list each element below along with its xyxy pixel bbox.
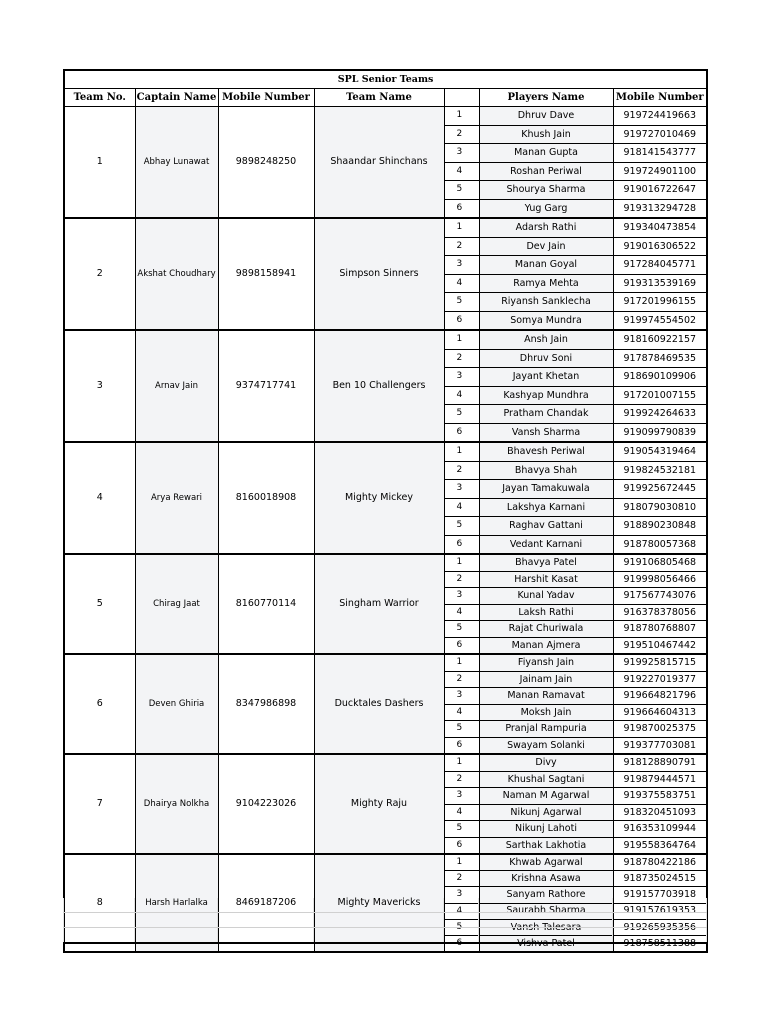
team-name: Shaandar Shinchans [314,107,444,219]
player-name: Nikunj Lahoti [479,821,613,838]
player-name: Vishva Patel [479,935,613,952]
player-mobile: 918128890791 [613,754,707,771]
player-index: 6 [444,423,479,442]
player-name: Lakshya Karnani [479,498,613,517]
player-mobile: 919998056466 [613,571,707,588]
captain-name: Abhay Lunawat [135,107,218,219]
player-index: 2 [444,461,479,480]
captain-mobile: 9898248250 [218,107,314,219]
player-mobile: 918690109906 [613,368,707,387]
player-mobile: 918320451093 [613,804,707,821]
player-name: Khushal Sagtani [479,771,613,788]
player-name: Manan Ramavat [479,688,613,705]
header-team-no: Team No. [64,89,135,107]
player-index: 6 [444,535,479,554]
team-name: Singham Warrior [314,554,444,654]
player-name: Bhavya Shah [479,461,613,480]
player-name: Pratham Chandak [479,405,613,424]
player-mobile: 918079030810 [613,498,707,517]
player-mobile: 918758511388 [613,935,707,952]
player-index: 4 [444,804,479,821]
player-name: Bhavya Patel [479,554,613,571]
player-mobile: 919099790839 [613,423,707,442]
player-name: Bhavesh Periwal [479,442,613,461]
player-mobile: 919924264633 [613,405,707,424]
spl-senior-teams-table [63,69,708,953]
player-index: 1 [444,654,479,671]
player-name: Moksh Jain [479,704,613,721]
table-row [64,654,707,671]
player-name: Manan Gupta [479,144,613,163]
empty-rows [63,898,707,944]
player-index: 5 [444,181,479,200]
player-name: Laksh Rathi [479,604,613,621]
player-name: Dhruv Dave [479,107,613,126]
table-row [64,330,707,349]
player-mobile: 919157619353 [613,903,707,919]
player-name: Vansh Talesara [479,919,613,935]
player-index: 3 [444,480,479,499]
player-mobile: 919925672445 [613,480,707,499]
team-number: 1 [64,107,135,219]
player-name: Divy [479,754,613,771]
captain-name: Dhairya Nolkha [135,754,218,854]
player-name: Harshit Kasat [479,571,613,588]
player-index: 6 [444,199,479,218]
player-name: Khwab Agarwal [479,854,613,871]
player-index: 2 [444,771,479,788]
header-captain-mobile: Mobile Number [218,89,314,107]
sheet-title: SPL Senior Teams [64,70,707,89]
team-name: Ducktales Dashers [314,654,444,754]
player-index: 6 [444,935,479,952]
captain-mobile: 8160018908 [218,442,314,554]
player-index: 2 [444,871,479,887]
player-name: Jainam Jain [479,671,613,688]
player-index: 1 [444,442,479,461]
player-index: 3 [444,256,479,275]
player-mobile: 919377703081 [613,737,707,754]
player-index: 5 [444,919,479,935]
player-index: 2 [444,125,479,144]
player-name: Roshan Periwal [479,162,613,181]
player-mobile: 919724901100 [613,162,707,181]
player-mobile: 919157703918 [613,887,707,903]
player-mobile: 916353109944 [613,821,707,838]
team-number: 4 [64,442,135,554]
team-number: 5 [64,554,135,654]
player-name: Khush Jain [479,125,613,144]
player-mobile: 919340473854 [613,218,707,237]
table-row [64,107,707,126]
player-name: Fiyansh Jain [479,654,613,671]
player-index: 1 [444,218,479,237]
player-mobile: 919016306522 [613,237,707,256]
player-index: 3 [444,688,479,705]
captain-name: Akshat Choudhary [135,218,218,330]
captain-mobile: 9374717741 [218,330,314,442]
player-index: 4 [444,704,479,721]
player-index: 6 [444,637,479,654]
team-name: Mighty Raju [314,754,444,854]
player-index: 3 [444,788,479,805]
team-number: 6 [64,654,135,754]
player-index: 4 [444,903,479,919]
player-name: Riyansh Sanklecha [479,293,613,312]
player-index: 6 [444,737,479,754]
player-mobile: 918890230848 [613,517,707,536]
player-name: Sanyam Rathore [479,887,613,903]
player-name: Sarthak Lakhotia [479,837,613,854]
team-name: Mighty Mickey [314,442,444,554]
player-mobile: 916378378056 [613,604,707,621]
player-mobile: 919016722647 [613,181,707,200]
player-index: 6 [444,837,479,854]
player-mobile: 919106805468 [613,554,707,571]
team-number: 7 [64,754,135,854]
player-index: 2 [444,571,479,588]
header-players-name: Players Name [479,89,613,107]
player-index: 1 [444,754,479,771]
player-index: 5 [444,721,479,738]
player-mobile: 919664604313 [613,704,707,721]
player-mobile: 918780057368 [613,535,707,554]
player-mobile: 918160922157 [613,330,707,349]
captain-name: Arya Rewari [135,442,218,554]
table-row [64,754,707,771]
player-name: Ramya Mehta [479,274,613,293]
player-name: Dhruv Soni [479,349,613,368]
team-number: 3 [64,330,135,442]
player-name: Adarsh Rathi [479,218,613,237]
captain-mobile: 8160770114 [218,554,314,654]
player-index: 5 [444,405,479,424]
player-mobile: 919925815715 [613,654,707,671]
player-name: Yug Garg [479,199,613,218]
team-number: 8 [64,854,135,952]
player-index: 1 [444,854,479,871]
player-mobile: 918780768807 [613,621,707,638]
player-index: 5 [444,821,479,838]
player-mobile: 917567743076 [613,588,707,605]
player-name: Saurabh Sharma [479,903,613,919]
player-name: Manan Ajmera [479,637,613,654]
player-mobile: 917284045771 [613,256,707,275]
table-row [64,854,707,871]
player-index: 4 [444,274,479,293]
team-name: Ben 10 Challengers [314,330,444,442]
player-name: Nikunj Agarwal [479,804,613,821]
player-mobile: 919870025375 [613,721,707,738]
player-index: 1 [444,107,479,126]
team-name: Mighty Mavericks [314,854,444,952]
player-name: Kunal Yadav [479,588,613,605]
player-mobile: 918735024515 [613,871,707,887]
captain-mobile: 8347986898 [218,654,314,754]
captain-mobile: 8469187206 [218,854,314,952]
player-name: Vansh Sharma [479,423,613,442]
team-name: Simpson Sinners [314,218,444,330]
player-mobile: 919824532181 [613,461,707,480]
captain-name: Deven Ghiria [135,654,218,754]
player-name: Naman M Agarwal [479,788,613,805]
player-index: 3 [444,368,479,387]
player-name: Vedant Karnani [479,535,613,554]
player-name: Manan Goyal [479,256,613,275]
header-player-index [444,89,479,107]
captain-name: Chirag Jaat [135,554,218,654]
player-index: 2 [444,671,479,688]
player-index: 2 [444,349,479,368]
player-index: 3 [444,144,479,163]
player-name: Rajat Churiwala [479,621,613,638]
player-mobile: 917201996155 [613,293,707,312]
header-team-name: Team Name [314,89,444,107]
header-captain-name: Captain Name [135,89,218,107]
player-name: Jayan Tamakuwala [479,480,613,499]
table-row [64,442,707,461]
player-index: 5 [444,517,479,536]
player-index: 4 [444,386,479,405]
player-index: 3 [444,887,479,903]
captain-mobile: 9898158941 [218,218,314,330]
player-name: Pranjal Rampuria [479,721,613,738]
player-mobile: 919375583751 [613,788,707,805]
player-name: Dev Jain [479,237,613,256]
player-mobile: 919227019377 [613,671,707,688]
player-name: Kashyap Mundhra [479,386,613,405]
player-index: 5 [444,621,479,638]
player-name: Ansh Jain [479,330,613,349]
player-index: 3 [444,588,479,605]
player-mobile: 919313294728 [613,199,707,218]
player-mobile: 919724419663 [613,107,707,126]
player-name: Raghav Gattani [479,517,613,536]
player-name: Somya Mundra [479,311,613,330]
player-index: 4 [444,162,479,181]
player-name: Jayant Khetan [479,368,613,387]
table-row [64,218,707,237]
player-mobile: 919313539169 [613,274,707,293]
player-mobile: 919974554502 [613,311,707,330]
player-name: Krishna Asawa [479,871,613,887]
player-mobile: 918780422186 [613,854,707,871]
player-index: 4 [444,498,479,517]
player-mobile: 919510467442 [613,637,707,654]
player-index: 4 [444,604,479,621]
player-mobile: 919054319464 [613,442,707,461]
captain-name: Harsh Harlalka [135,854,218,952]
table-row [64,554,707,571]
header-player-mobile: Mobile Number [613,89,707,107]
captain-name: Arnav Jain [135,330,218,442]
player-index: 6 [444,311,479,330]
player-mobile: 919558364764 [613,837,707,854]
player-mobile: 918141543777 [613,144,707,163]
team-number: 2 [64,218,135,330]
player-index: 5 [444,293,479,312]
player-index: 1 [444,554,479,571]
player-index: 1 [444,330,479,349]
player-mobile: 917201007155 [613,386,707,405]
player-mobile: 919664821796 [613,688,707,705]
player-mobile: 919265935356 [613,919,707,935]
player-mobile: 919879444571 [613,771,707,788]
player-index: 2 [444,237,479,256]
player-name: Swayam Solanki [479,737,613,754]
captain-mobile: 9104223026 [218,754,314,854]
player-mobile: 919727010469 [613,125,707,144]
player-name: Shourya Sharma [479,181,613,200]
player-mobile: 917878469535 [613,349,707,368]
